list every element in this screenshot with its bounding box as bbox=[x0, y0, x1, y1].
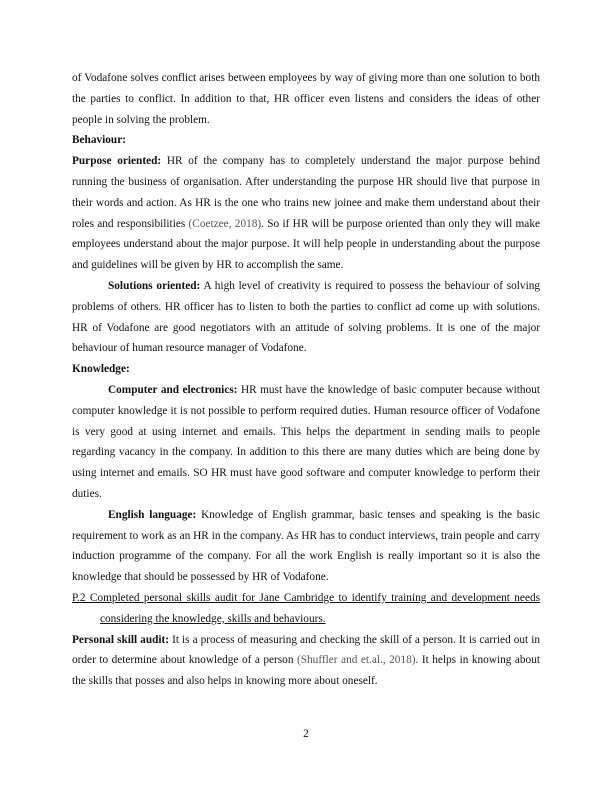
paragraph-purpose-oriented bbox=[72, 151, 540, 276]
heading-behaviour: Behaviour: bbox=[72, 134, 126, 147]
term-solutions-oriented: Solutions oriented: bbox=[108, 279, 201, 292]
paragraph-english-language bbox=[72, 505, 540, 588]
paragraph-solutions-oriented bbox=[72, 276, 540, 359]
skill-audit-text-b: . It helps in knowing about the skills that posses and also helps in knowing more about oneself. bbox=[72, 654, 540, 688]
paragraph-conflict-continuation: of Vodafone solves conflict arises between employees by way of giving more than one solution to both the parties to conflict. In addition to that, HR officer even listens and considers the ideas of other people in solving the problem. bbox=[72, 72, 540, 126]
term-personal-skill-audit: Personal skill audit: bbox=[72, 633, 170, 646]
purpose-text-a: HR of the company has to completely understand the major purpose behind running the business of organisation. After understanding the purpose HR should live that purpose in their words and action. As HR is the one who trains new joinee and make them understand about their roles and responsibilities bbox=[72, 155, 540, 230]
term-computer-electronics: Computer and electronics: bbox=[108, 383, 238, 396]
purpose-text-b: . So if HR will be purpose oriented than only they will make employees understand about the major purpose. It will help people in understanding about the purpose and guidelines will be given by HR to accomplish the same. bbox=[72, 217, 540, 272]
term-purpose-oriented: Purpose oriented: bbox=[72, 155, 162, 168]
english-text: Knowledge of English grammar, basic tenses and speaking is the basic requirement to work as an HR in the company. As HR has to conduct interviews, train people and carry induction programme of the company. For all the work English is really important so it is also the knowledge that should be possessed by HR of Vodafone. bbox=[72, 508, 540, 584]
heading-knowledge: Knowledge: bbox=[72, 363, 130, 376]
paragraph-computer-electronics bbox=[72, 380, 540, 505]
paragraph-personal-skill-audit bbox=[72, 630, 540, 692]
section-heading-p2: P.2 Completed personal skills audit for Jane Cambridge to identify training and development needs considering the knowledge, skills and behaviours. bbox=[72, 591, 540, 625]
citation-coetzee: (Coetzee, 2018) bbox=[188, 217, 262, 230]
skill-audit-text-a: It is a process of measuring and checking the skill of a person. It is carried out in order to determine about knowledge of a person bbox=[72, 633, 540, 667]
solutions-text: A high level of creativity is required to possess the behaviour of solving problems of others. HR officer has to listen to both the parties to conflict ad come up with solutions. HR of Vodafone are good negotiators with an attitude of solving problems. It is one of the major behaviour of human resource manager of Vodafone. bbox=[72, 279, 541, 355]
citation-shuffler: (Shuffler and et.al., 2018) bbox=[296, 654, 416, 667]
term-english-language: English language: bbox=[108, 508, 197, 521]
page-number: 2 bbox=[303, 728, 309, 740]
document-body bbox=[72, 68, 540, 692]
computer-text: HR must have the knowledge of basic computer because without computer knowledge it is not possible to perform required duties. Human resource officer of Vodafone is very good at using internet and emails. This helps the department in sending mails to people regarding vacancy in the company. In addition to this there are many duties which are being done by using internet and emails. SO HR must have good software and computer knowledge to perform their duties. bbox=[72, 383, 540, 500]
